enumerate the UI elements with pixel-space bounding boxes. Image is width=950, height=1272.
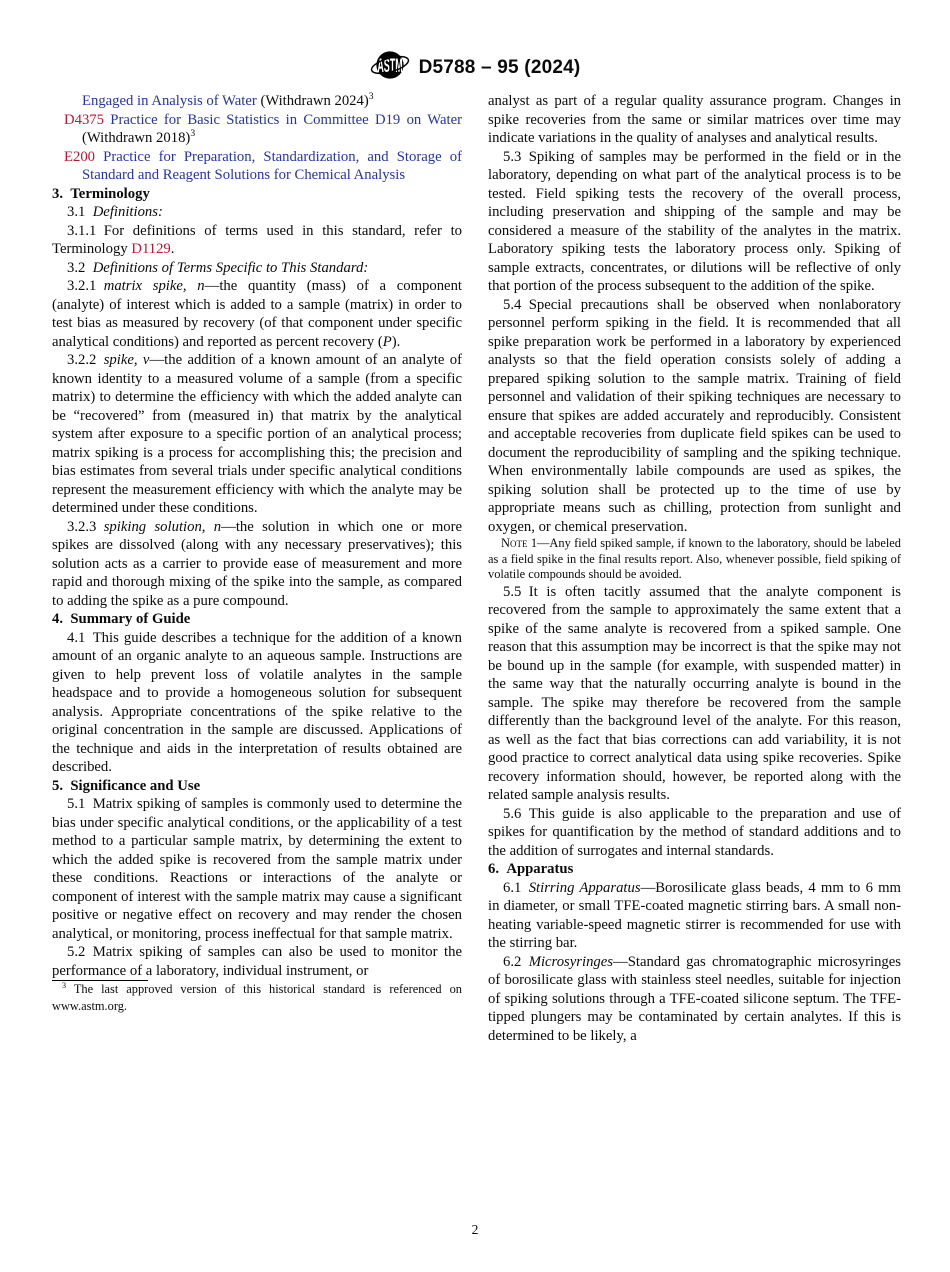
text-run: 5.1 Matrix spiking of samples is commonly used to determine the bias under specific analytical conditions, or the applicability of a test method to a particular sample matrix, by determining the extent to which the added spike is recovered from the sample matrix under these conditions. Reactions or interactions of the analyte or component of interest with the sample matrix may cause a significant positive or negative effect on recovery and may render the chosen analytical, or monitoring, process ineffectual for that sample matrix.	[52, 796, 462, 942]
heading-apparatus	[488, 860, 901, 879]
text-run: 5.5 It is often tacitly assumed that the analyte component is recovered from the sample to approximately the same extent that a spike of the same analyte is recovered from a spiked sample. One reason that this assumption may be incorrect is that the spike may not be bound up in the sample (for example, with suspended matter) in the same way that the naturally occurring analyte is bound in the sample. The spike may therefore be recovered from the sample differently than the background level of the analyte. For this reason, as well as the fact that bias corrections can add variability, it is not good practice to correct analytical data using spike recoveries. Spike recovery information should, however, be reported along with the related sample analysis results.	[488, 583, 901, 804]
text-run: ).	[391, 333, 401, 350]
text-run: —the solution in which one or more spikes are dissolved (along with any necessary preservatives); this solution acts as a carrier to provide ease of measurement and more rapid and thorough mixing of the spike into the sample, as compared to adding the spike as a pure compound.	[52, 518, 463, 609]
footnote-marker: 3	[190, 128, 196, 140]
text-run: 3.2.2	[67, 352, 104, 368]
ref-d4375	[52, 111, 462, 148]
text-run: 6.1	[503, 879, 529, 896]
page-number: 2	[471, 1222, 479, 1237]
text-run: The last approved version of this historical standard is referenced on www.astm.org.	[52, 982, 462, 1013]
link-e200[interactable]: E200	[64, 148, 96, 165]
left-column	[52, 92, 462, 1014]
text-run: Definitions of Terms Specific to This Standard:	[92, 259, 369, 276]
text-run: 3. Terminology	[52, 185, 150, 202]
footnote-marker: 3	[368, 91, 374, 103]
text-run: 4.1 This guide describes a technique for the addition of a known amount of an organic analyte to an aqueous sample. Instructions are given to help prevent loss of volatile analytes in the sample headspace and to provide a homogeneous solution for subsequent analysis. Appropriate concentrations of the spike relative to the original concentration in the sample are discussed. Applications of the technique and aids in the interpretation of results obtained are described.	[52, 629, 462, 775]
para-5-1	[52, 795, 462, 943]
text-run: matrix spike, n	[103, 278, 205, 294]
text-run: 4. Summary of Guide	[52, 611, 191, 627]
astm-logo-icon	[370, 46, 410, 89]
para-4-1	[52, 629, 462, 777]
right-column	[488, 92, 901, 1045]
text-run: P	[382, 333, 392, 350]
text-run: .	[170, 241, 175, 257]
para-6-2	[488, 953, 901, 1046]
ref-engaged-analysis-water	[52, 92, 462, 111]
text-run: spike, v	[103, 352, 150, 368]
footnote-marker: 3	[62, 980, 67, 990]
text-run: (Withdrawn 2024)	[256, 93, 369, 109]
ref-e200	[52, 148, 462, 185]
heading-summary-of-guide	[52, 610, 462, 629]
text-run: —the quantity (mass) of a component (analyte) of interest which is added to a sample (matrix) in order to test bias as measured by recovery (of that component under specific analytical conditions) and reported as percent recovery (	[52, 278, 462, 350]
text-run: 5.2 Matrix spiking of samples can also be used to monitor the performance of a laboratory, individual instrument, or	[52, 944, 462, 979]
footnote-3	[52, 981, 462, 1014]
text-run: 3.1	[67, 204, 93, 220]
text-run: Note 1	[501, 536, 538, 550]
footnote-block	[52, 980, 462, 1014]
text-run: 3.1.1 For definitions of terms used in this standard, refer to Terminology	[52, 222, 462, 257]
svg-text:ASTM: ASTM	[376, 56, 403, 78]
text-run: 3.2.1	[67, 278, 104, 294]
para-5-4	[488, 296, 901, 537]
text-run: 5.4 Special precautions shall be observed when nonlaboratory personnel perform spiking in the field. It is recommended that all spike preparation work be performed in a laboratory by experienced analysts so that the field operation consists solely of adding a prepared spiking solution to the sample matrix. Training of field personnel and validation of their spiking techniques are necessary to ensure that spikes are added accurately and reproducibly. Consistent and acceptable recoveries from duplicate field spikes can be used to document the reproducibility of sampling and the spiking technique. When environmentally labile compounds are used as spikes, the spiking solution shall be protected up to the time of use by appropriate means such as chilling, protection from sunlight and oxygen, or chemical preservation.	[488, 296, 901, 535]
text-run: 6. Apparatus	[488, 861, 574, 878]
para-6-1	[488, 879, 901, 953]
para-3-2-3	[52, 518, 462, 611]
text-run: (Withdrawn 2018)	[82, 130, 191, 146]
text-run: 6.2	[503, 953, 529, 970]
text-run: —Standard gas chromatographic microsyringes of borosilicate glass with stainless steel needles, suitable for injection of spiking solutions through a TFE-coated silicone septum. The TFE-tipped plungers may be contaminated by certain analytes. If this is determined to be likely, a	[488, 953, 901, 1044]
text-run: analyst as part of a regular quality assurance program. Changes in spike recoveries from the same or similar matrices over time may indicate variations in the quality of analyses and analytical results.	[488, 93, 901, 146]
para-5-2	[52, 943, 462, 980]
text-run: —Any field spiked sample, if known to the laboratory, should be labeled as a field spike in the final results report. Also, whenever possible, field spiking of volatile compounds should be avoided.	[488, 536, 901, 582]
para-3-2-2	[52, 351, 462, 518]
text-run: 5.3 Spiking of samples may be performed in the field or in the laboratory, depending on what part of the analytical process is to be tested. Field spiking tests the recovery of the overall process, including preservation and shipping of the sample and may be considered a measure of the stability of the analytes in the matrix. Laboratory spiking tests the laboratory process only. Spiking of sample extracts, concentrates, or dilutions will be reflective of only that portion of the process subsequent to the addition of the spike.	[488, 148, 901, 294]
link-e200-title[interactable]: Practice for Preparation, Standardization, and Storage of Standard and Reagent Solutions for Chemical Analysis	[82, 148, 463, 183]
para-5-2-cont	[488, 92, 901, 148]
text-run: —the addition of a known amount of an analyte of known identity to a measured volume of a sample (from a specific matrix) to determine the efficiency with which the added analyte can be “recovered” from (measured in) that matrix by the analytical system after exposure to a specific portion of an analytical process; matrix spiking is a process for accomplishing this; the precision and bias estimates from several trials under specific analytical conditions represent the measurement efficiency with which the analyte may be determined under these conditions.	[52, 352, 462, 516]
text-run: spiking solution, n	[103, 518, 222, 535]
text-run: 3.2	[67, 259, 93, 276]
text-run: 5. Significance and Use	[52, 777, 201, 794]
para-3-1	[52, 203, 462, 222]
text-run: 5.6 This guide is also applicable to the preparation and use of spikes for quantification by the method of standard additions and to the addition of surrogates and internal standards.	[488, 805, 901, 859]
link-d4375-title[interactable]: Practice for Basic Statistics in Committee D19 on Water	[110, 111, 462, 128]
text-run: Stirring Apparatus	[528, 879, 641, 896]
link-engaged-in-analysis-of-water[interactable]: Engaged in Analysis of Water	[82, 93, 257, 109]
document-designation: D5788 – 95 (2024)	[418, 56, 581, 78]
text-run: 3.2.3	[67, 518, 104, 535]
para-5-3	[488, 148, 901, 296]
heading-terminology	[52, 185, 462, 204]
link-d4375[interactable]: D4375	[64, 111, 104, 128]
text-run: Definitions:	[92, 204, 163, 220]
text-run: Microsyringes	[528, 953, 614, 970]
text-run: —Borosilicate glass beads, 4 mm to 6 mm in diameter, or small TFE-coated magnetic stirring bars. A small non-heating variable-speed magnetic stirrer is recommended for use with the stirring bar.	[488, 879, 901, 952]
heading-significance-and-use	[52, 777, 462, 796]
link-d1129[interactable]: D1129	[131, 241, 171, 257]
page-footer	[0, 1222, 950, 1238]
para-3-1-1	[52, 222, 462, 259]
para-3-2	[52, 259, 462, 278]
para-5-5	[488, 583, 901, 805]
note-1	[488, 536, 901, 583]
text-run	[95, 149, 103, 165]
para-5-6	[488, 805, 901, 861]
page-header	[0, 46, 950, 89]
para-3-2-1	[52, 277, 462, 351]
